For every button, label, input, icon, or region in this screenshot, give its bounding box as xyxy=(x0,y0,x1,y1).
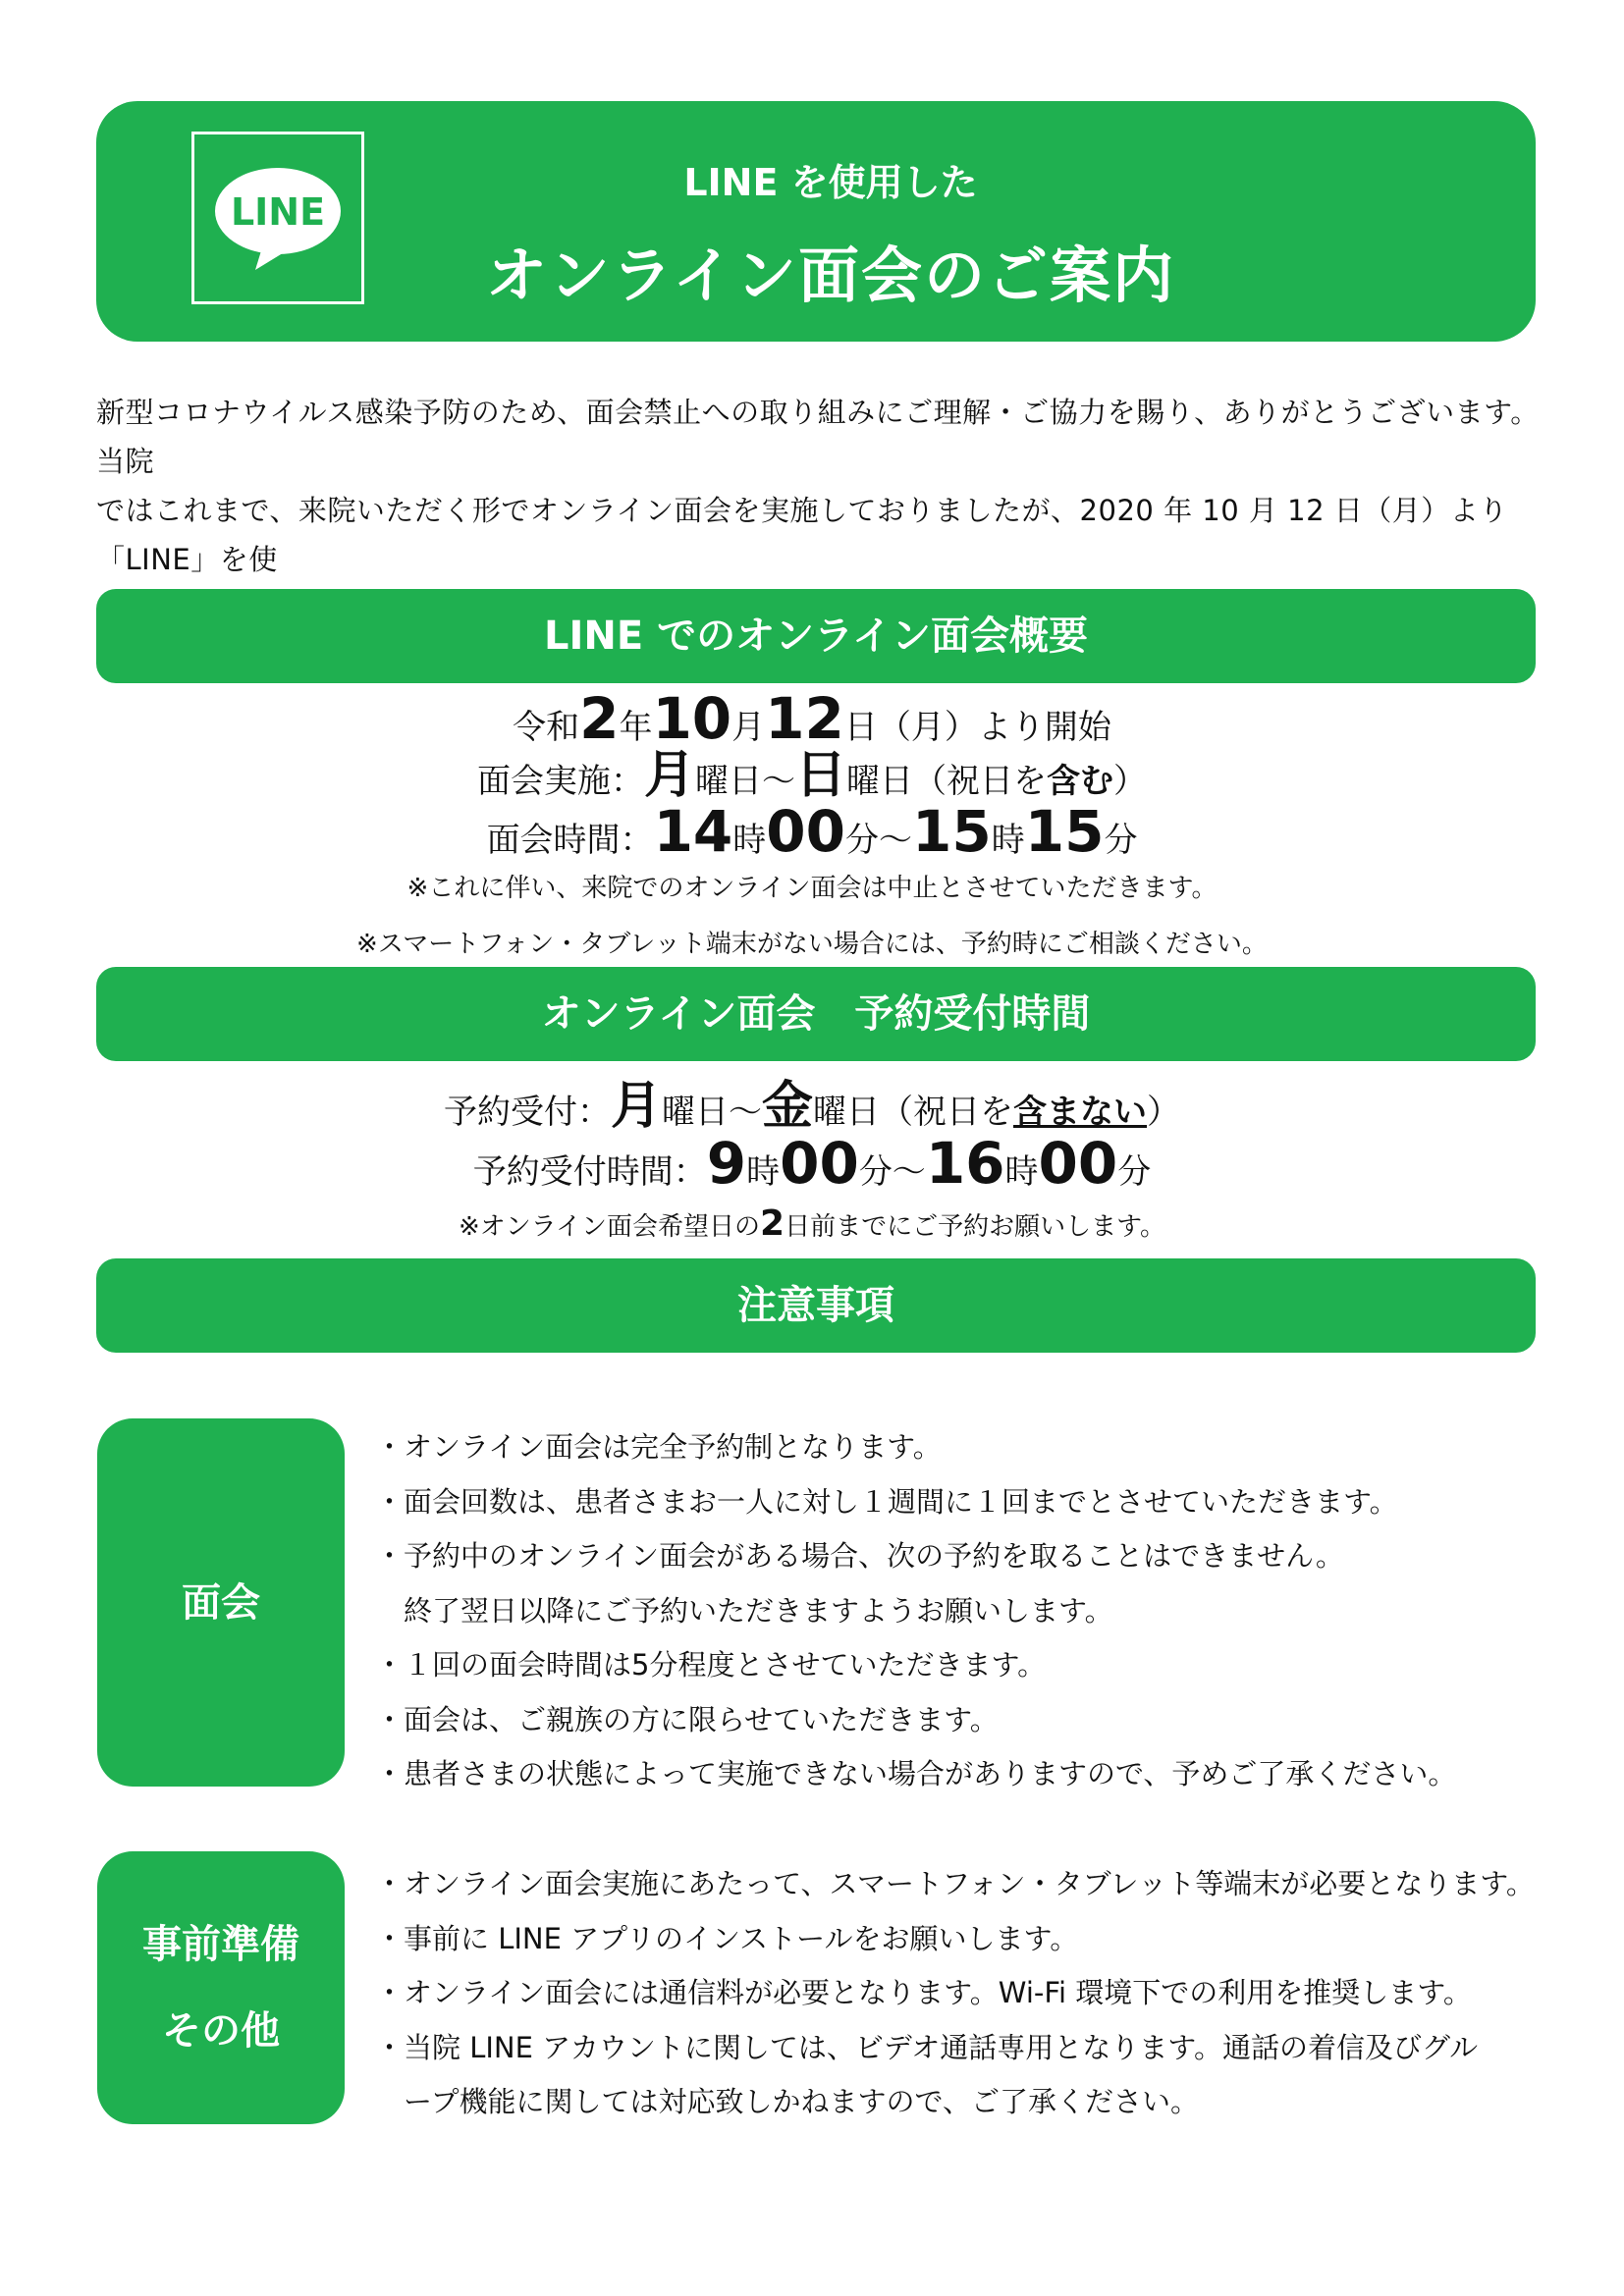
list-item: ・オンライン面会実施にあたって、スマートフォン・タブレット等端末が必要となります。 xyxy=(375,1867,1535,1900)
list-item: ・面会回数は、患者さまお一人に対し１週間に１回までとさせていただきます。 xyxy=(375,1484,1398,1519)
visit-items xyxy=(375,1420,1456,1802)
intro-line: ではこれまで、来院いただく形でオンライン面会を実施しておりましたが、2020 年 10 月 12 日（月）より「LINE」を使 xyxy=(96,494,1508,576)
header-banner xyxy=(96,101,1536,342)
reservation-bar: オンライン面会 予約受付時間 xyxy=(96,967,1536,1061)
prep-items xyxy=(375,1857,1535,2130)
logo-text: LINE xyxy=(230,190,326,234)
page-title: オンライン面会のご案内 xyxy=(485,240,1176,311)
list-item: ・事前に LINE アプリのインストールをお願いします。 xyxy=(375,1921,1079,1955)
visit-label: 面会 xyxy=(97,1418,345,1787)
overview-note: ※これに伴い、来院でのオンライン面会は中止とさせていただきます。 xyxy=(406,874,1218,903)
reservation-note: ※オンライン面会希望日の2日前までにご予約お願いします。 xyxy=(459,1203,1165,1244)
list-item: ・面会は、ご親族の方に限らせていただきます。 xyxy=(375,1702,999,1736)
list-item: 終了翌日以降にご予約いただきますようお願いします。 xyxy=(375,1593,1113,1628)
start-date-line: 令和2年10月12日（月）より開始 xyxy=(513,685,1111,752)
cautions-bar: 注意事項 xyxy=(96,1258,1536,1353)
reservation-days-line: 予約受付：月曜日～金曜日（祝日を含まない） xyxy=(443,1077,1181,1136)
header-subtitle: LINE を使用した xyxy=(683,161,978,204)
list-item: ・予約中のオンライン面会がある場合、次の予約を取ることはできません。 xyxy=(375,1539,1344,1573)
list-item: ・オンライン面会は完全予約制となります。 xyxy=(375,1430,942,1464)
overview-bar: LINE でのオンライン面会概要 xyxy=(96,589,1536,683)
list-item: ・当院 LINE アカウントに関しては、ビデオ通話専用となります。通話の着信及びグル xyxy=(375,2030,1479,2064)
list-item: ・患者さまの状態によって実施できない場合がありますので、予めご了承ください。 xyxy=(375,1757,1457,1790)
overview-note: ※スマートフォン・タブレット端末がない場合には、予約時にご相談ください。 xyxy=(356,930,1268,959)
list-item: ・オンライン面会には通信料が必要となります。Wi-Fi 環境下での利用を推奨します。 xyxy=(375,1976,1472,2009)
prep-label: 事前準備 その他 xyxy=(97,1851,345,2124)
list-item: ・１回の面会時間は5分程度とさせていただきます。 xyxy=(375,1648,1047,1682)
visit-days-line: 面会実施：月曜日～日曜日（祝日を含む） xyxy=(476,746,1148,805)
intro-line: 新型コロナウイルス感染予防のため、面会禁止への取り組みにご理解・ご協力を賜り、ありがとうございます。当院 xyxy=(96,396,1540,478)
reservation-time-line: 予約受付時間：9時00分～16時00分 xyxy=(472,1130,1152,1197)
visit-time-line: 面会時間：14時00分～15時15分 xyxy=(486,798,1138,865)
list-item: ープ機能に関しては対応致しかねますので、ご了承ください。 xyxy=(375,2085,1199,2118)
